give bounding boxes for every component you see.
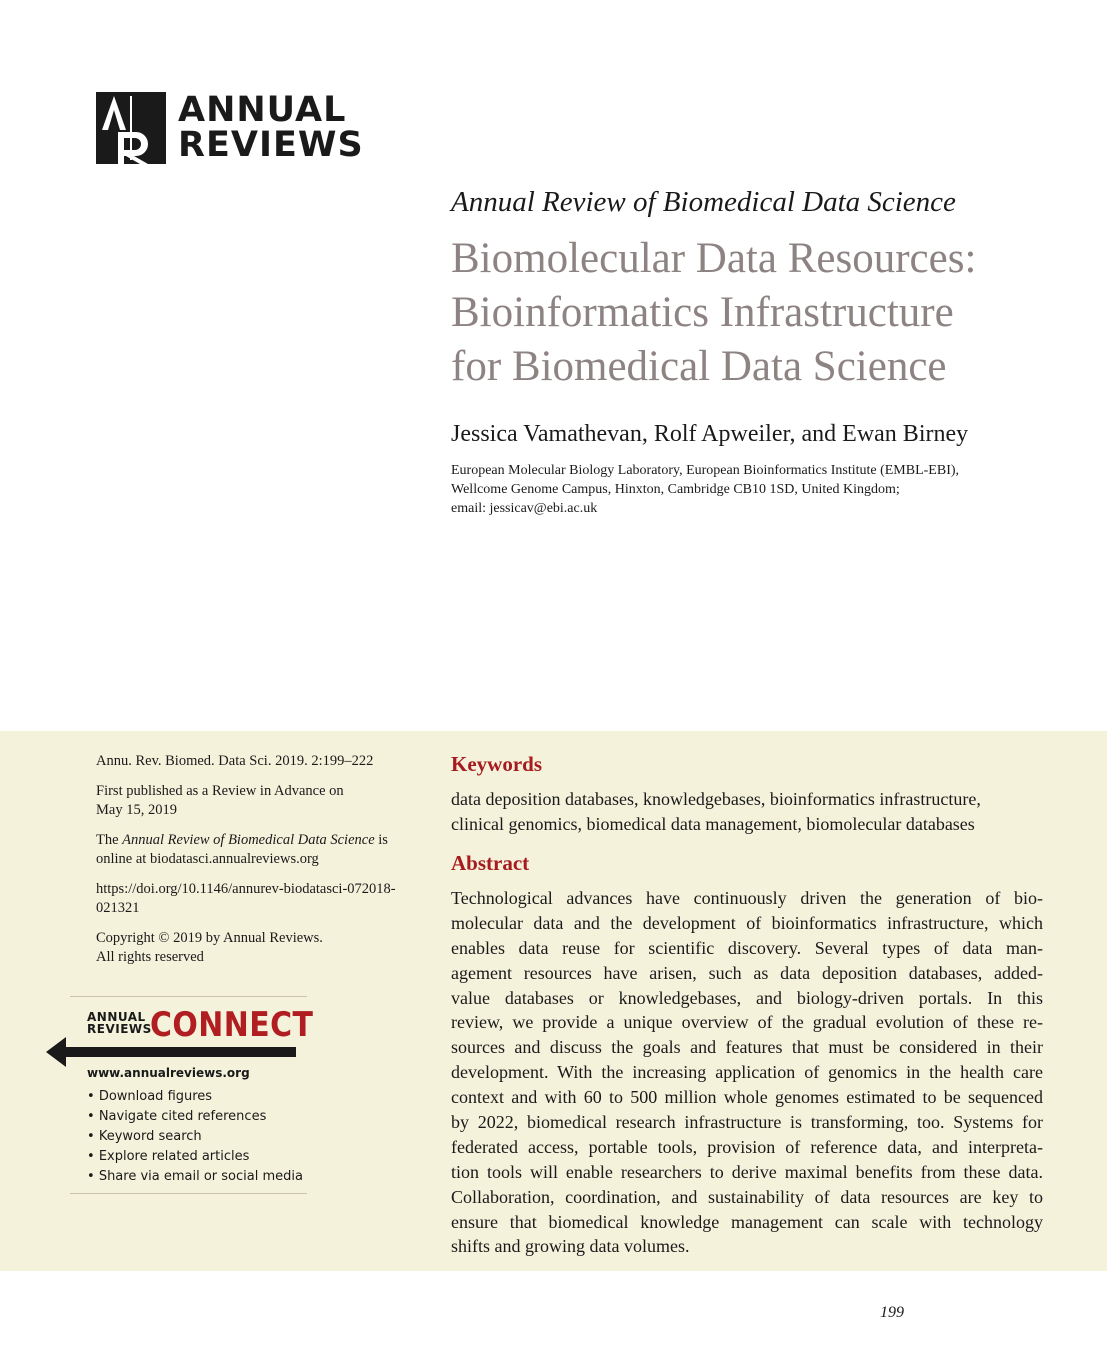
affiliation-line-2: Wellcome Genome Campus, Hinxton, Cambridge CB10 1SD, United Kingdom; [451, 482, 900, 497]
abstract-line: review, we provide a unique overview of the gradual evolution of these re- [451, 1012, 1043, 1033]
authors: Jessica Vamathevan, Rolf Apweiler, and Ewan Birney [451, 421, 969, 447]
abstract-line: Collaboration, coordination, and sustainability of data resources are key to [451, 1186, 1043, 1207]
online-url[interactable]: online at biodatasci.annualreviews.org [96, 851, 319, 867]
published-line-2: May 15, 2019 [96, 802, 177, 818]
article-title [451, 232, 1091, 394]
abstract-text [451, 886, 1043, 1259]
online-note [96, 831, 426, 869]
logo-line-2: REVIEWS [178, 125, 364, 165]
annual-reviews-connect-box[interactable] [70, 996, 314, 1194]
annual-reviews-logo [96, 92, 364, 164]
abstract-line: tion tools will enable researchers to derive maximal benefits from these data. [451, 1161, 1043, 1182]
abstract-line: ensure that biomedical knowledge management can scale with technology [451, 1211, 1043, 1232]
citation: Annu. Rev. Biomed. Data Sci. 2019. 2:199–222 [96, 753, 374, 769]
doi-line-1[interactable]: https://doi.org/10.1146/annurev-biodatasci-072018- [96, 881, 396, 897]
affiliation-line-1: European Molecular Biology Laboratory, European Bioinformatics Institute (EMBL-EBI), [451, 463, 960, 478]
abstract-line: shifts and growing data volumes. [451, 1236, 690, 1257]
keywords-heading: Keywords [451, 752, 542, 776]
keywords-line-2: clinical genomics, biomedical data management, biomolecular databases [451, 814, 975, 834]
affiliation-line-3: email: jessicav@ebi.ac.uk [451, 501, 598, 516]
online-journal: Annual Review of Biomedical Data Science [122, 832, 375, 848]
online-prefix: The [96, 832, 123, 848]
connect-small-line-1: ANNUAL [87, 1010, 146, 1024]
connect-url[interactable]: www.annualreviews.org [87, 1066, 250, 1080]
abstract-line: federated access, portable tools, provision of reference data, and interpreta- [451, 1136, 1043, 1157]
title-line-3: for Biomedical Data Science [451, 343, 947, 390]
doi[interactable] [96, 880, 426, 918]
ar-logo-mark-icon [96, 92, 166, 164]
doi-line-2[interactable]: 021321 [96, 900, 140, 916]
keywords-line-1: data deposition databases, knowledgebases, bioinformatics infrastructure, [451, 789, 981, 809]
copyright [96, 929, 426, 967]
published-line-1: First published as a Review in Advance on [96, 783, 344, 799]
list-item: • Share via email or social media [87, 1167, 303, 1187]
title-line-2: Bioinformatics Infrastructure [451, 289, 954, 336]
connect-small-label [87, 1011, 152, 1035]
abstract-line: molecular data and the development of bioinformatics infrastructure, which [451, 912, 1043, 933]
connect-feature-list [87, 1087, 303, 1187]
abstract-line: context and with 60 to 500 million whole genomes estimated to be sequenced [451, 1087, 1043, 1108]
title-line-1: Biomolecular Data Resources: [451, 235, 977, 282]
page-number: 199 [880, 1304, 904, 1321]
abstract-line: enables data reuse for scientific discovery. Several types of data man- [451, 937, 1043, 958]
copyright-line-1: Copyright © 2019 by Annual Reviews. [96, 930, 323, 946]
keywords-text [451, 787, 1051, 837]
copyright-line-2: All rights reserved [96, 949, 204, 965]
abstract-line: agement resources have arisen, such as data deposition databases, added- [451, 962, 1043, 983]
list-item: • Navigate cited references [87, 1107, 303, 1127]
online-suffix: is [374, 832, 388, 848]
publication-note [96, 782, 426, 820]
logo-wordmark [178, 90, 364, 165]
affiliation [451, 461, 959, 518]
logo-line-1: ANNUAL [178, 90, 347, 130]
arrow-left-icon [46, 1037, 298, 1067]
abstract-line: Technological advances have continuously driven the generation of bio- [451, 888, 1043, 908]
abstract-line: by 2022, biomedical research infrastructure is transforming, too. Systems for [451, 1112, 1043, 1133]
article-meta [96, 752, 426, 978]
journal-name: Annual Review of Biomedical Data Science [451, 186, 956, 218]
abstract-line: development. With the increasing application of genomics in the health care [451, 1062, 1043, 1083]
list-item: • Keyword search [87, 1127, 303, 1147]
connect-title: CONNECT [150, 1005, 314, 1045]
list-item: • Download figures [87, 1087, 303, 1107]
connect-small-line-2: REVIEWS [87, 1022, 152, 1036]
abstract-heading: Abstract [451, 851, 530, 875]
list-item: • Explore related articles [87, 1147, 303, 1167]
abstract-line: value databases or knowledgebases, and biology-driven portals. In this [451, 987, 1043, 1008]
abstract-line: sources and discuss the goals and features that must be considered in their [451, 1037, 1043, 1058]
